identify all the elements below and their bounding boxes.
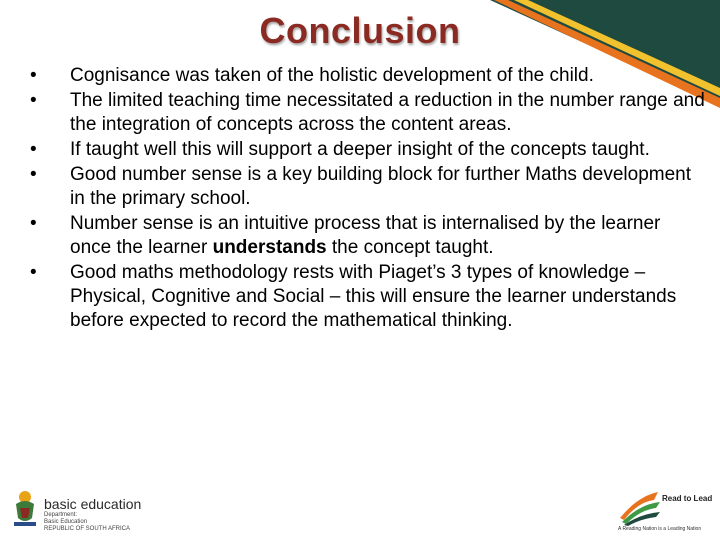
bullet-item bbox=[30, 261, 706, 333]
logo-subtext-line: Department: bbox=[44, 512, 78, 518]
logo-brand: basic education bbox=[44, 496, 142, 512]
bullet-marker: • bbox=[30, 65, 37, 86]
logo-subtext-line: REPUBLIC OF SOUTH AFRICA bbox=[44, 526, 131, 532]
bullet-text-bold: understands bbox=[212, 237, 327, 258]
bullet-marker: • bbox=[30, 262, 37, 283]
bullet-item bbox=[30, 138, 706, 162]
bullet-marker: • bbox=[30, 90, 37, 111]
bullet-marker: • bbox=[30, 213, 37, 234]
bullet-list bbox=[30, 64, 706, 334]
bullet-text: Cognisance was taken of the holistic development of the child. bbox=[70, 65, 594, 86]
bullet-text: Good number sense is a key building block for further Maths development in the primary school. bbox=[70, 164, 691, 209]
bullet-item bbox=[30, 89, 706, 137]
read-to-lead-tagline: A Reading Nation is a Leading Nation bbox=[618, 526, 702, 532]
logo-subtext bbox=[44, 512, 130, 533]
bullet-text-before: Number sense is an intuitive process that is internalised by the learner once the learner bbox=[70, 213, 661, 258]
bullet-text-after: the concept taught. bbox=[326, 237, 494, 258]
bullet-item bbox=[30, 212, 706, 260]
coat-of-arms-icon bbox=[10, 488, 40, 530]
bullet-text: The limited teaching time necessitated a reduction in the number range and the integration of concepts across the content areas. bbox=[70, 90, 705, 135]
logo-subtext-line: Basic Education bbox=[44, 519, 88, 525]
book-arrows-icon bbox=[618, 488, 662, 526]
bullet-marker: • bbox=[30, 139, 37, 160]
bullet-marker: • bbox=[30, 164, 37, 185]
bullet-item bbox=[30, 64, 706, 88]
bullet-item bbox=[30, 163, 706, 211]
bullet-text: If taught well this will support a deeper insight of the concepts taught. bbox=[70, 139, 650, 160]
slide-title: Conclusion bbox=[259, 10, 461, 51]
bullet-text: Good maths methodology rests with Piaget’s 3 types of knowledge – Physical, Cognitive and Social – this will ensure the learner understands before expected to record the mathematical thinking. bbox=[70, 262, 677, 331]
read-to-lead-title: Read to Lead bbox=[662, 494, 713, 503]
